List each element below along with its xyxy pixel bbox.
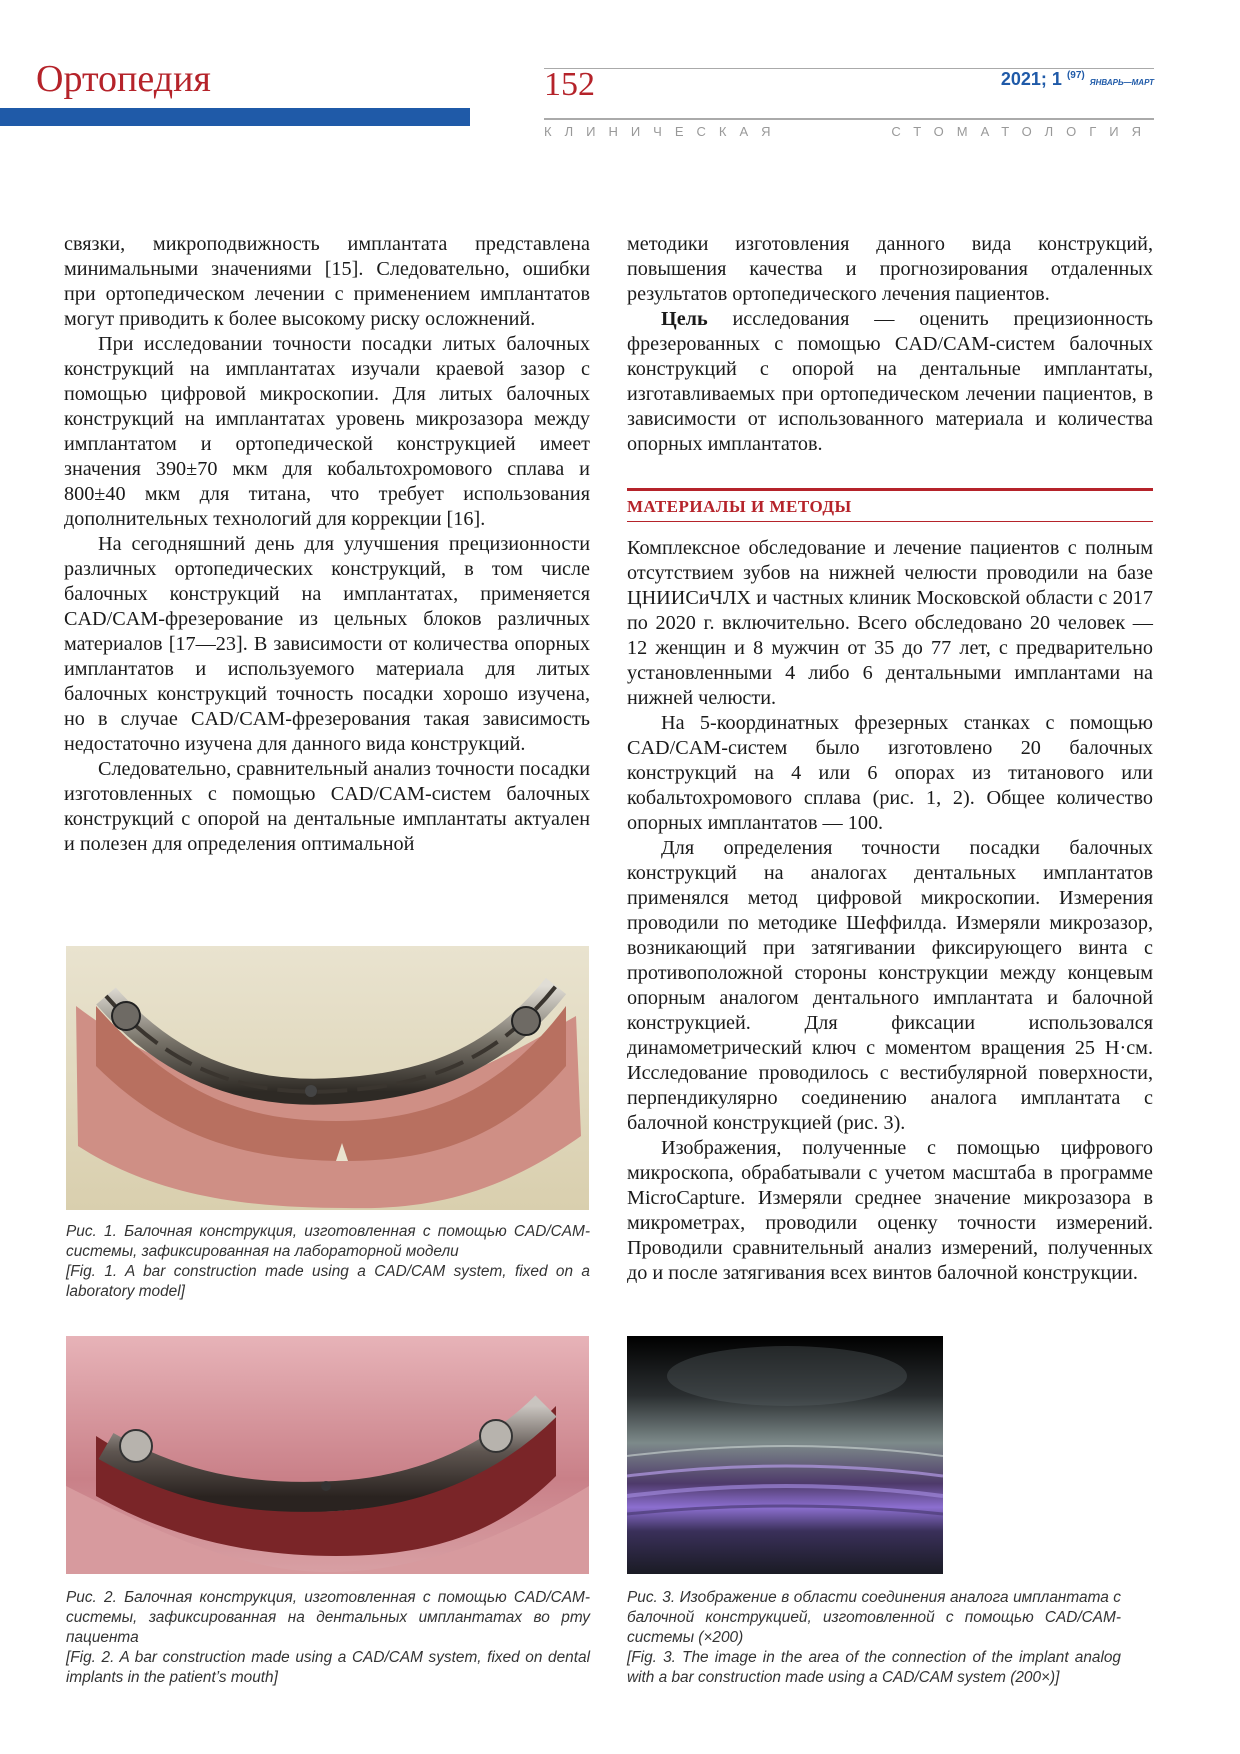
header-rule <box>544 118 1154 120</box>
paragraph: связки, микроподвижность имплантата представлена минимальными значениями [15]. Следовательно, ошибки при ортопедическом лечении с применением имплантатов могут приводить к более высокому риску осложнений. <box>64 233 590 330</box>
issue-months: ЯНВАРЬ—МАРТ <box>1089 78 1154 87</box>
section-title: Ортопедия <box>36 58 211 100</box>
paragraph: На 5-координатных фрезерных станках с помощью CAD/CAM-систем было изготовлено 20 балочных конструкций на 4 или 6 опорах из титанового или кобальтохромового сплава (рис. 1, 2). Общее количество опорных имплантатов — 100. <box>627 712 1153 834</box>
caption-ru: Рис. 1. Балочная конструкция, изготовленная с помощью CAD/CAM-системы, зафиксированная на лабораторной модели <box>66 1223 590 1260</box>
issue-year-number: 2021; 1 <box>1000 69 1062 89</box>
paragraph: Следовательно, сравнительный анализ точности посадки изготовленных с помощью CAD/CAM-систем балочных конструкций с опорой на дентальные имплантаты актуален и полезен для определения оптимальной <box>64 758 590 855</box>
paragraph: Изображения, полученные с помощью цифрового микроскопа, обрабатывали с учетом масштаба в программе MicroCapture. Измеряли среднее значение микрозазора в микрометрах, проводили оценку точности измерений. Проводили сравнительный анализ измерений, полученных до и после затягивания всех винтов балочной конструкции. <box>627 1137 1153 1284</box>
journal-name-word-1: КЛИНИЧЕСКАЯ <box>544 124 784 139</box>
left-column <box>64 232 590 857</box>
paragraph: Комплексное обследование и лечение пациентов с полным отсутствием зубов на нижней челюсти проводили на базе ЦНИИСиЧЛХ и частных клиник Московской области с 2017 по 2020 г. включительно. Всего обследовано 20 человек — 12 женщин и 8 мужчин от 35 до 77 лет, с предварительно установленными 4 либо 6 дентальными имплантами на нижней челюсти. <box>627 537 1153 709</box>
journal-name <box>544 124 1154 139</box>
paragraph: При исследовании точности посадки литых балочных конструкций на имплантатах изучали краевой зазор с помощью цифровой микроскопии. Для литых балочных конструкций на имплантатах уровень микрозазора между имплантатом и ортопедической конструкцией имеет значения 390±70 мкм для кобальтохромового сплава и 800±40 мкм для титана, что требует использования дополнительных технологий для коррекции [16]. <box>64 333 590 530</box>
figure-2-caption <box>66 1588 590 1688</box>
issue-total-number: (97) <box>1066 70 1085 81</box>
goal-label: Цель <box>661 308 708 330</box>
methods-text <box>627 536 1153 1286</box>
goal-text: исследования — оценить прецизионность фрезерованных с помощью CAD/CAM-систем балочных конструкций с опорой на дентальные имплантаты, изготавливаемых при ортопедическом лечении пациентов, в зависимости от использованного материала и количества опорных имплантатов. <box>627 308 1153 455</box>
figure-2-photo <box>66 1336 589 1574</box>
heading-bottom-rule <box>627 521 1153 522</box>
paragraph: На сегодняшний день для улучшения прецизионности различных ортопедических конструкций, в том числе балочных конструкций на имплантатах, применяется CAD/CAM-фрезерование из цельных блоков различных материалов [17—23]. В зависимости от количества опорных имплантатов и используемого материала для литых балочных конструкций точность посадки хорошо изучена, но в случае CAD/CAM-фрезерования такая зависимость недостаточно изучена для данного вида конструкций. <box>64 533 590 755</box>
section-heading <box>627 488 1153 522</box>
paragraph: методики изготовления данного вида конструкций, повышения качества и прогнозирования отдаленных результатов ортопедического лечения пациентов. <box>627 233 1153 305</box>
figure-1-caption <box>66 1222 590 1302</box>
caption-ru: Рис. 2. Балочная конструкция, изготовленная с помощью CAD/CAM-системы, зафиксированная на дентальных имплантатах во рту пациента <box>66 1589 590 1646</box>
figure-1-photo <box>66 946 589 1210</box>
figure-3-caption <box>627 1588 1121 1688</box>
goal-paragraph <box>627 307 1153 457</box>
section-color-bar <box>0 108 470 126</box>
page-number: 152 <box>544 66 595 103</box>
heading-text: МАТЕРИАЛЫ И МЕТОДЫ <box>627 497 852 516</box>
right-column-top <box>627 232 1153 457</box>
caption-en: [Fig. 3. The image in the area of the connection of the implant analog with a bar construction made using a CAD/CAM system (200×)] <box>627 1649 1121 1686</box>
figure-3-microscopy <box>627 1336 943 1574</box>
journal-name-word-2: СТОМАТОЛОГИЯ <box>891 124 1154 139</box>
issue-info <box>1001 70 1154 88</box>
paragraph: Для определения точности посадки балочных конструкций на аналогах дентальных имплантатов применялся метод цифровой микроскопии. Измерения проводили по методике Шеффилда. Измеряли микрозазор, возникающий при затягивании фиксирующего винта с противоположной стороны конструкции между концевым опорным аналогом дентального имплантата и балочной конструкцией. Для фиксации использовался динамометрический ключ с моментом вращения 25 Н·см. Исследование проводилось с вестибулярной поверхности, перпендикулярно соединению аналога имплантата с балочной конструкцией (рис. 3). <box>627 837 1153 1134</box>
caption-en: [Fig. 2. A bar construction made using a CAD/CAM system, fixed on dental implants in the patient’s mouth] <box>66 1649 590 1686</box>
caption-en: [Fig. 1. A bar construction made using a CAD/CAM system, fixed on a laboratory model] <box>66 1263 590 1300</box>
caption-ru: Рис. 3. Изображение в области соединения аналога имплантата с балочной конструкцией, изготовленной с помощью CAD/CAM-системы (×200) <box>627 1589 1121 1646</box>
